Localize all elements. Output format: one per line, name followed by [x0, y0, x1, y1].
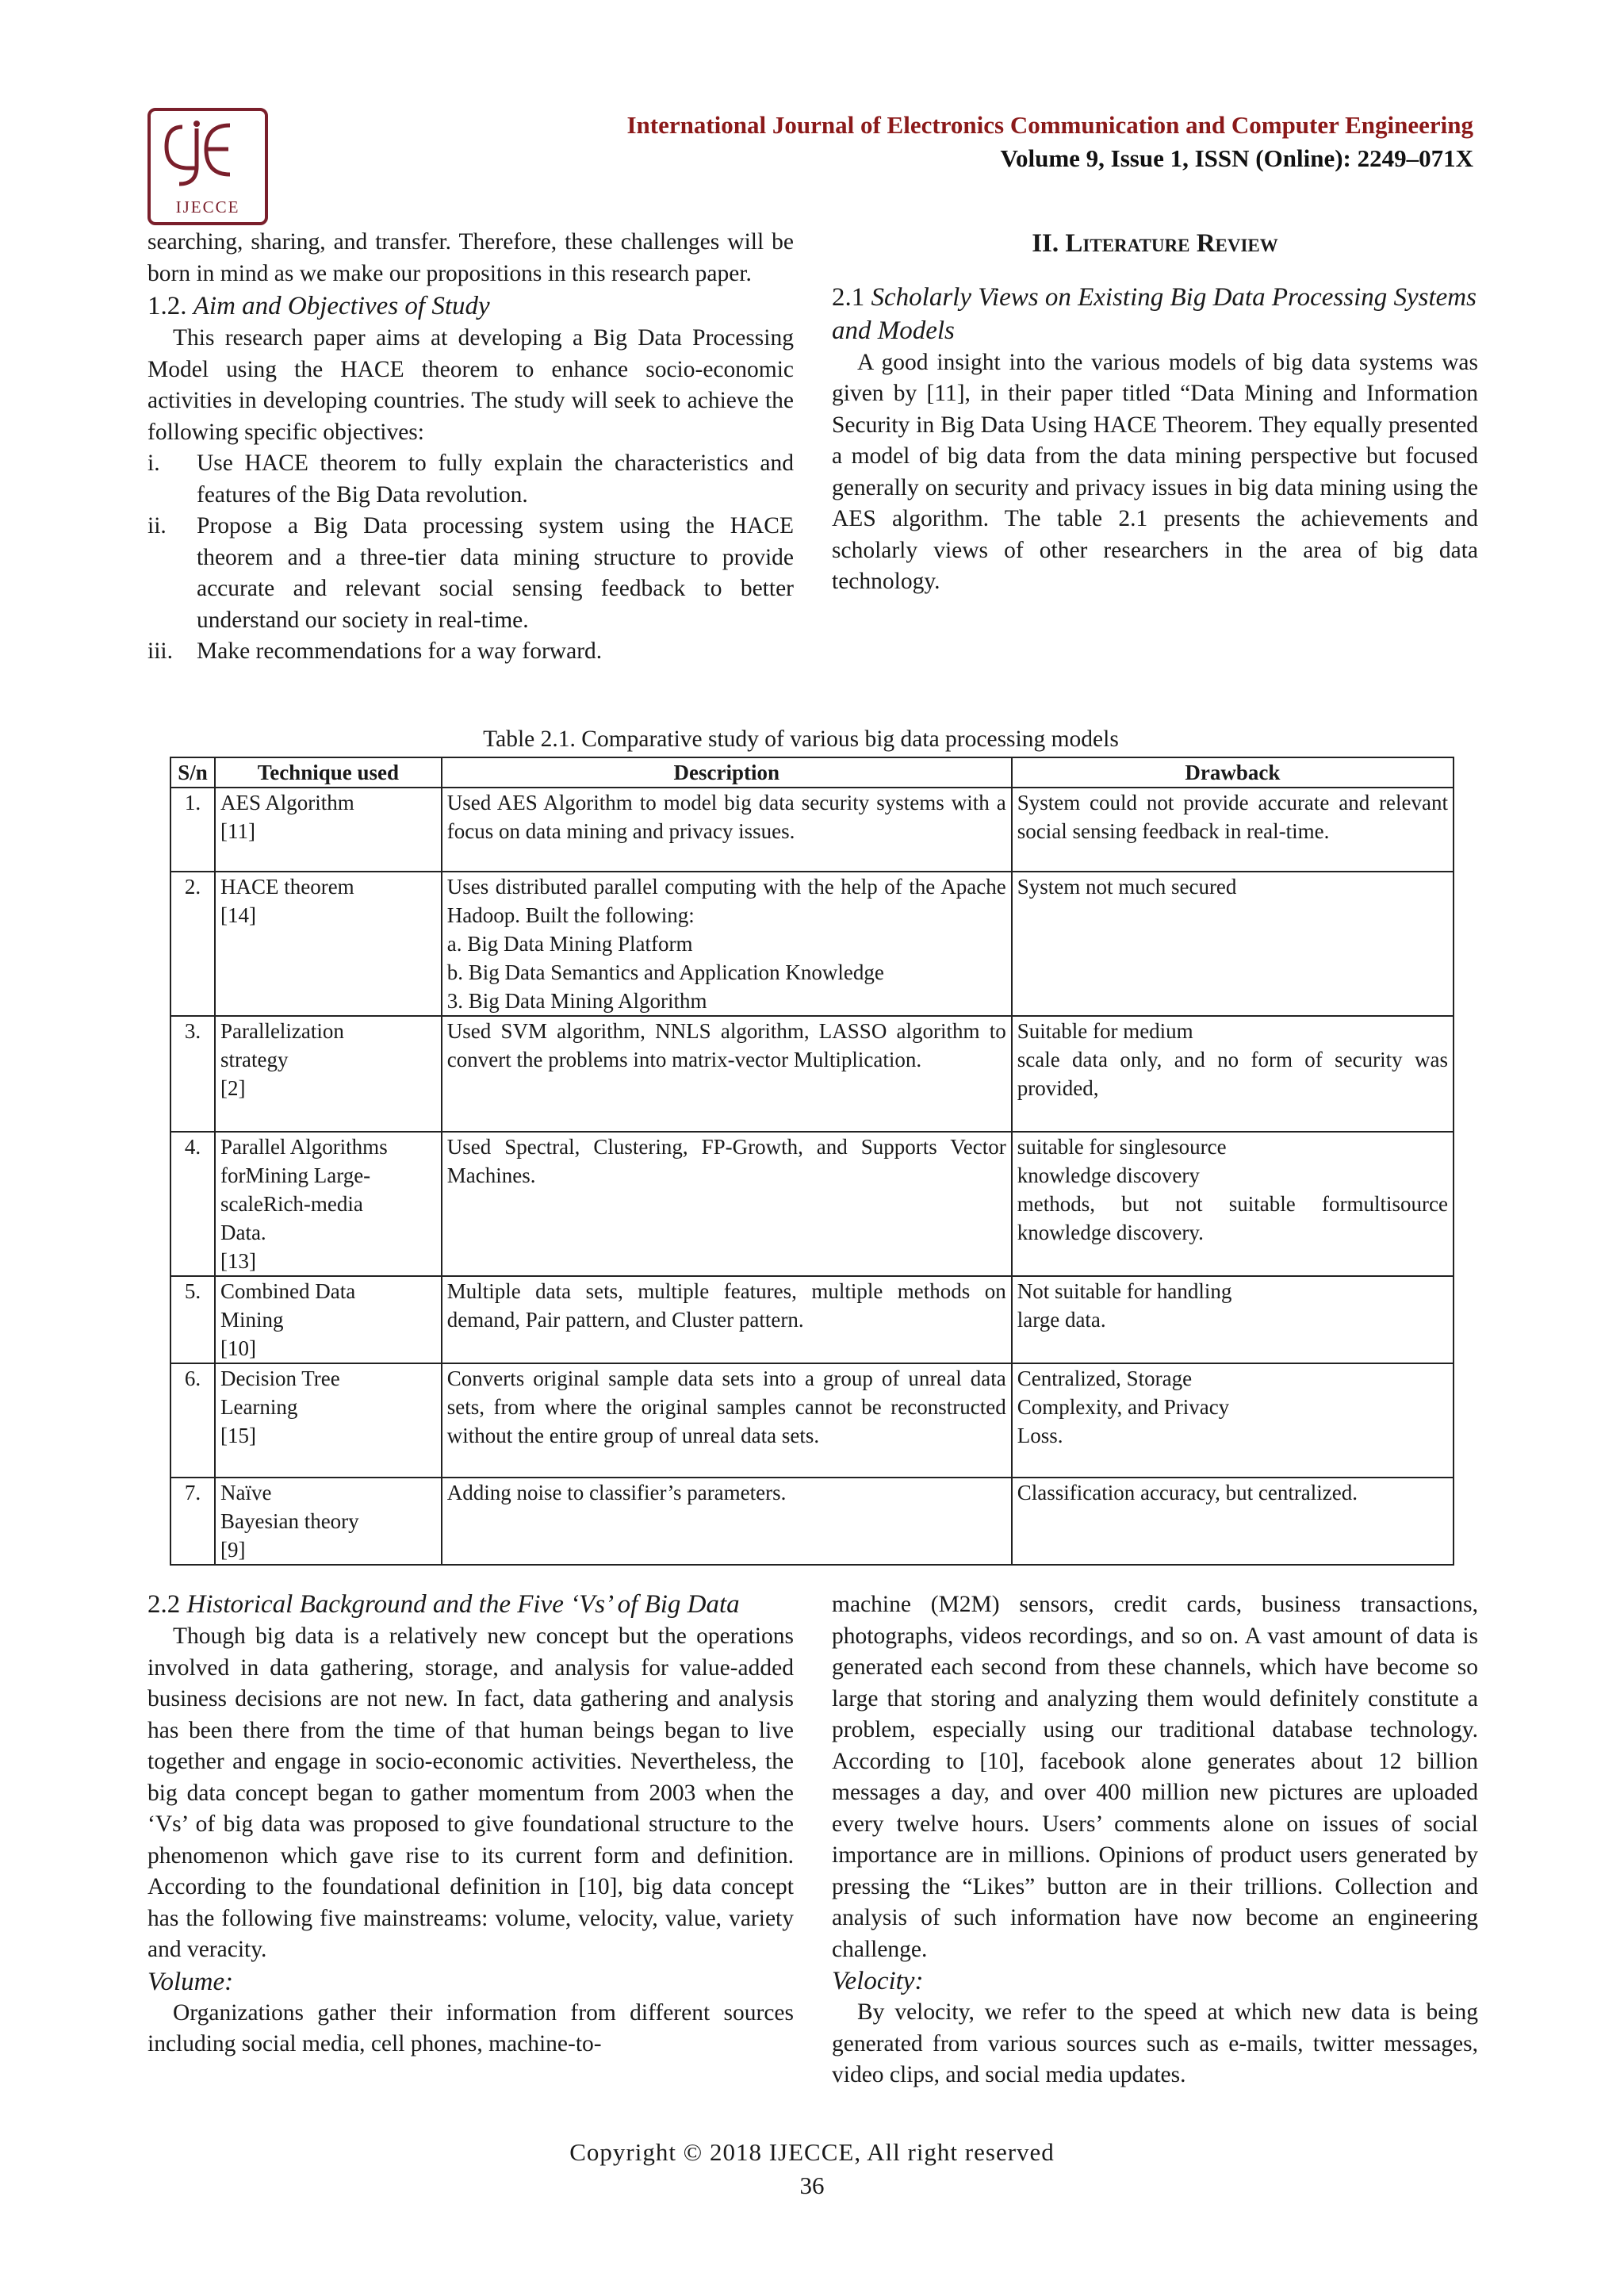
cell-drawback	[1012, 1478, 1454, 1565]
subsection-title: Scholarly Views on Existing Big Data Processing Systems and Models	[832, 282, 1477, 345]
header-technique: Technique used	[215, 757, 442, 788]
section-number: II.	[1032, 229, 1059, 258]
cell-technique-line: Learning	[220, 1395, 298, 1419]
subsection-title: Aim and Objectives of Study	[193, 292, 490, 320]
objective-text: Make recommendations for a way forward.	[197, 638, 603, 664]
subsection-heading-1-2	[147, 289, 794, 323]
cell-drawback-line: Classification accuracy, but centralized.	[1017, 1481, 1358, 1504]
objective-text: Use HACE theorem to fully explain the characteristics and features of the Big Data revolution.	[197, 450, 794, 508]
cell-technique-line: Parallel Algorithms forMining Large-scaleRich-media	[220, 1135, 388, 1216]
cell-description-line: 3. Big Data Mining Algorithm	[446, 989, 707, 1013]
cell-drawback	[1012, 872, 1454, 1016]
journal-volume: Volume 9, Issue 1, ISSN (Online): 2249–071X	[1000, 144, 1473, 172]
objective-number: ii.	[147, 513, 167, 539]
table-caption: Table 2.1. Comparative study of various big data processing models	[483, 726, 1119, 752]
cell-technique	[215, 1478, 442, 1565]
cell-drawback	[1012, 1132, 1454, 1276]
subsection-number: 1.2.	[147, 292, 187, 320]
journal-logo	[147, 108, 268, 225]
cell-drawback-line: Not suitable for handling	[1017, 1279, 1232, 1303]
table-row	[170, 788, 1454, 872]
objective-number: i.	[147, 450, 160, 476]
journal-title: International Journal of Electronics Communication and Computer Engineering	[626, 111, 1473, 139]
cell-sn: 6.	[170, 1363, 215, 1478]
objective-item	[147, 511, 794, 636]
cell-technique	[215, 788, 442, 872]
cell-description	[442, 1276, 1012, 1363]
cell-technique-line: Mining	[220, 1308, 284, 1332]
cell-drawback-line: methods, but not suitable formultisource knowledge discovery.	[1017, 1192, 1448, 1244]
subsection-number: 2.1	[832, 282, 865, 312]
table-header-row	[170, 757, 1454, 788]
table-row	[170, 1132, 1454, 1276]
cell-technique-line: Data.	[220, 1221, 266, 1244]
cell-technique-line: [15]	[220, 1424, 256, 1447]
table-row	[170, 1363, 1454, 1478]
cell-drawback	[1012, 1276, 1454, 1363]
cell-technique-line: Bayesian theory	[220, 1509, 359, 1533]
cell-technique-line: [14]	[220, 903, 256, 927]
cell-technique-line: [13]	[220, 1249, 256, 1273]
volume-paragraph: Organizations gather their information from different sources including social media, cell phones, machine-to-	[147, 1999, 794, 2056]
cell-drawback-line: System could not provide accurate and relevant social sensing feedback in real-time.	[1017, 791, 1448, 843]
cell-technique	[215, 1276, 442, 1363]
logo-emblem-icon	[151, 111, 265, 198]
cell-technique-line: [9]	[220, 1538, 246, 1562]
cell-description-line: a. Big Data Mining Platform	[446, 932, 693, 956]
table-row	[170, 1276, 1454, 1363]
left-column-bottom	[147, 1588, 794, 2060]
cell-technique-line: [10]	[220, 1336, 256, 1360]
cell-technique-line: Decision Tree	[220, 1366, 340, 1390]
objective-item	[147, 448, 794, 511]
cell-technique-line: HACE theorem	[220, 875, 354, 899]
cell-drawback-line: Centralized, Storage	[1017, 1366, 1193, 1390]
literature-paragraph: A good insight into the various models of big data systems was given by [11], in their paper titled “Data Mining and Information Security in Big Data Using HACE Theorem. They equally presented a model of big data from the data mining perspective but focused generally on security and privacy issues in big data mining using the AES algorithm. The table 2.1 presents the achievements and scholarly views of other researchers in the area of big data technology.	[832, 349, 1478, 594]
cell-technique	[215, 1016, 442, 1132]
velocity-heading: Velocity:	[832, 1967, 924, 1995]
logo-text: IJECCE	[175, 197, 240, 217]
volume-continued-paragraph: machine (M2M) sensors, credit cards, business transactions, photographs, videos recordings, and so on. A vast amount of data is generated each second from these channels, which have become so large that storing and analyzing them would definitely constitute a problem, especially using our traditional database technology. According to [10], facebook alone generates about 12 billion messages a day, and over 400 million new pictures are uploaded every twelve hours. Users’ comments alone on issues of social importance are in millions. Opinions of product users generated by pressing the “Likes” button are in their trillions. Collection and analysis of such information have now become an engineering challenge.	[832, 1592, 1478, 1962]
cell-drawback-line: Complexity, and Privacy	[1017, 1395, 1230, 1419]
cell-drawback	[1012, 788, 1454, 872]
intro-paragraph: searching, sharing, and transfer. Therefore, these challenges will be born in mind as we make our propositions in this research paper.	[147, 229, 794, 286]
cell-description	[442, 1363, 1012, 1478]
cell-sn: 7.	[170, 1478, 215, 1565]
subsection-number: 2.2	[147, 1590, 181, 1619]
cell-description	[442, 1478, 1012, 1565]
right-column-bottom	[832, 1589, 1478, 2091]
copyright-notice: Copyright © 2018 IJECCE, All right reserved	[569, 2138, 1055, 2166]
header-drawback: Drawback	[1012, 757, 1454, 788]
cell-technique-line: [2]	[220, 1076, 246, 1100]
cell-drawback-line: suitable for singlesource	[1017, 1135, 1227, 1159]
cell-technique-line: AES Algorithm	[220, 791, 354, 815]
cell-drawback	[1012, 1363, 1454, 1478]
cell-description-line: Converts original sample data sets into a group of unreal data sets, from where the original samples cannot be reconstructed without the entire group of unreal data sets.	[446, 1366, 1006, 1447]
cell-technique	[215, 1132, 442, 1276]
cell-sn: 5.	[170, 1276, 215, 1363]
table-row	[170, 1016, 1454, 1132]
cell-description	[442, 1016, 1012, 1132]
cell-drawback-line: Loss.	[1017, 1424, 1063, 1447]
cell-description	[442, 788, 1012, 872]
cell-technique-line: [11]	[220, 819, 255, 843]
cell-description	[442, 1132, 1012, 1276]
subsection-heading-2-1	[832, 281, 1478, 347]
objective-item	[147, 636, 794, 668]
objective-number: iii.	[147, 638, 173, 664]
table-row	[170, 1478, 1454, 1565]
page-number: 36	[799, 2171, 825, 2199]
header-description: Description	[442, 757, 1012, 788]
subsection-heading-2-2	[147, 1588, 794, 1621]
cell-sn: 2.	[170, 872, 215, 1016]
section-title: Literature Review	[1065, 229, 1278, 258]
cell-drawback-line: knowledge discovery	[1017, 1163, 1200, 1187]
cell-description-line: Uses distributed parallel computing with the help of the Apache Hadoop. Built the following:	[446, 875, 1006, 927]
history-paragraph: Though big data is a relatively new concept but the operations involved in data gathering, storage, and analysis for value-added business decisions are not new. In fact, data gathering and analysis has been there from the time of that human beings began to live together and engage in socio-economic activities. Nevertheless, the big data concept began to gather momentum from 2003 when the ‘Vs’ of big data was proposed to give foundational structure to the phenomenon which gave rise to its current form and definition. According to the foundational definition in [10], big data concept has the following five mainstreams: volume, velocity, value, variety and veracity.	[147, 1623, 794, 1962]
aim-paragraph: This research paper aims at developing a Big Data Processing Model using the HACE theorem to enhance socio-economic activities in developing countries. The study will seek to achieve the following specific objectives:	[147, 325, 794, 445]
table-row	[170, 872, 1454, 1016]
velocity-paragraph: By velocity, we refer to the speed at which new data is being generated from various sources such as e-mails, twitter messages, video clips, and social media updates.	[832, 1999, 1478, 2087]
cell-technique-line: Parallelization	[220, 1019, 344, 1043]
cell-technique-line: strategy	[220, 1048, 289, 1071]
cell-description	[442, 872, 1012, 1016]
cell-sn: 1.	[170, 788, 215, 872]
cell-technique	[215, 1363, 442, 1478]
cell-technique-line: Combined Data	[220, 1279, 356, 1303]
cell-technique	[215, 872, 442, 1016]
comparison-table	[170, 757, 1454, 1566]
left-column-top	[147, 227, 794, 668]
cell-description-line: Used AES Algorithm to model big data security systems with a focus on data mining and privacy issues.	[446, 791, 1006, 843]
subsection-title: Historical Background and the Five ‘Vs’ of Big Data	[186, 1590, 740, 1619]
header-sn: S/n	[170, 757, 215, 788]
cell-drawback-line: Suitable for medium	[1017, 1019, 1193, 1043]
cell-description-line: Adding noise to classifier’s parameters.	[446, 1481, 787, 1504]
cell-technique-line: Naïve	[220, 1481, 272, 1504]
cell-description-line: Used Spectral, Clustering, FP-Growth, and Supports Vector Machines.	[446, 1135, 1006, 1187]
cell-drawback-line: large data.	[1017, 1308, 1106, 1332]
objective-text: Propose a Big Data processing system using the HACE theorem and a three-tier data mining structure to provide accurate and relevant social sensing feedback to better understand our society in real-time.	[197, 513, 794, 633]
cell-drawback-line: System not much secured	[1017, 875, 1237, 899]
cell-description-line: b. Big Data Semantics and Application Knowledge	[446, 960, 884, 984]
cell-drawback	[1012, 1016, 1454, 1132]
volume-heading: Volume:	[147, 1967, 234, 1996]
cell-description-line: Used SVM algorithm, NNLS algorithm, LASSO algorithm to convert the problems into matrix-vector Multiplication.	[446, 1019, 1006, 1071]
cell-drawback-line: scale data only, and no form of security was provided,	[1017, 1048, 1448, 1100]
right-column-top	[832, 228, 1478, 598]
section-heading-literature-review	[832, 228, 1478, 260]
cell-sn: 3.	[170, 1016, 215, 1132]
cell-description-line: Multiple data sets, multiple features, multiple methods on demand, Pair pattern, and Cluster pattern.	[446, 1279, 1006, 1332]
cell-sn: 4.	[170, 1132, 215, 1276]
